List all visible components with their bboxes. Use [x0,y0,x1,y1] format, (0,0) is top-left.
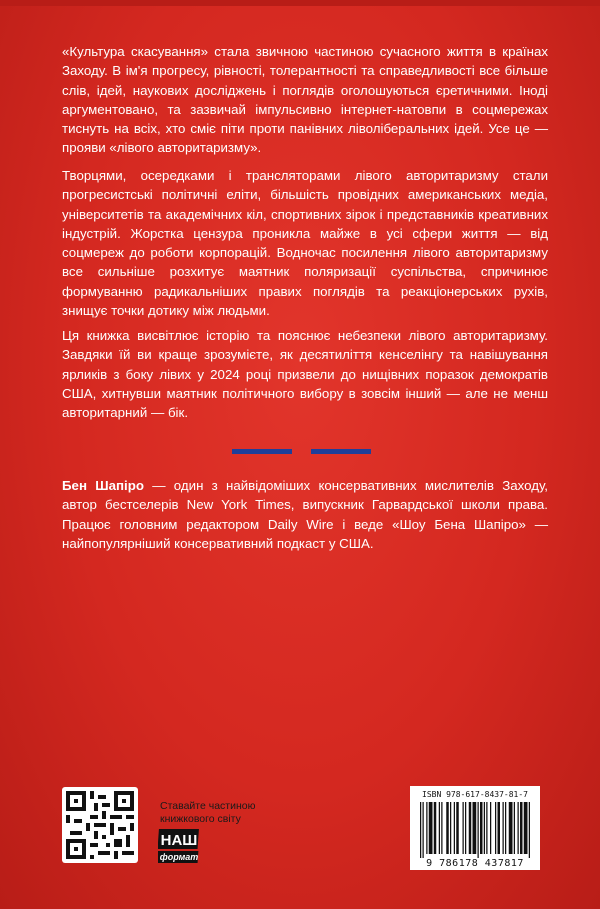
blurb-paragraph-1: «Культура скасування» стала звичною частиною сучасного життя в країнах Заходу. В ім'я прогресу, рівності, толерантності та справедливості все більше слів, ідей, наукових досліджень і поглядів оголошуються єретичними. Іноді аргументовано, та зазвичай імпульсивно інтернет-натовпи в соцмережах тиснуть на всіх, хто сміє піти проти панівних ліволіберальних ідей. Усе це — прояви «лівого авторитаризму». [62,44,548,156]
barcode-bar [456,802,459,854]
barcode-bar [486,802,487,854]
barcode-bar [429,802,433,854]
barcode-bars [418,802,532,858]
barcode-bar [454,802,455,854]
author-name: Бен Шапіро [62,478,144,493]
barcode-bar [469,802,472,854]
blurb-paragraph-3: Ця книжка висвітлює історію та пояснює небезпеки лівого авторитаризму. Завдяки їй ви краще зрозумієте, як десятиліття кенселінгу та навішування ярликів з боку лівих у 2024 році призвели до нищівних поразок демократів США, хитнувши маятник політичного вибору в зовсім інший — але не менш авторитарний — бік. [62,328,548,421]
barcode-bar [490,802,491,854]
barcode-bar [484,802,485,854]
logo-bottom-text: формат [159,852,199,862]
barcode-digits: 9 786178 437817 [426,858,524,869]
barcode-bar [473,802,477,854]
isbn-text: ISBN 978-617-8437-81-7 [422,790,528,799]
barcode-bar [423,802,424,858]
promo-text: Ставайте частиною книжкового світу [160,800,256,825]
barcode-bar [450,802,451,854]
author-bio [62,476,548,553]
barcode-bar [420,802,421,858]
cover-top-edge [0,0,600,6]
barcode-bar [446,802,449,854]
barcode [410,786,540,870]
author-bio-text: — один з найвідоміших консервативних мислителів Заходу, автор бестселерів New York Times, випускник Гарвардської школи права. Працює головним редактором Daily Wire і веде «Шоу Бена Шапіро» — найпопулярніший консервативний подкаст у США. [62,478,548,551]
barcode-bar [505,802,506,854]
barcode-bar [518,802,519,854]
blurb-paragraph-2: Творцями, осередками і трансляторами лівого авторитаризму стали прогресистські політичні еліти, більшість провідних американських медіа, університетів та академічних кіл, спортивних зірок і представників креативних індустрій. Жорстка цензура проникла майже в усі сфери життя — від соцмереж до роботи корпорацій. Водночас посилення лівого авторитаризму все сильніше розхитує маятник поляризації суспільства, спричинює формуванню радикальніших правих поглядів та реакціонерських рухів, знищує точки дотику між людьми. [62,168,548,319]
barcode-bar [426,802,427,854]
barcode-bar [441,802,442,854]
barcode-bar [520,802,523,854]
barcode-bar [509,802,513,854]
divider-dash-right [311,449,371,454]
logo-top-text: НАШ [160,832,198,849]
barcode-bar [503,802,504,854]
barcode-bar [498,802,501,854]
barcode-bar [480,802,483,854]
barcode-bar [529,802,530,858]
section-divider [0,449,600,455]
barcode-bar [514,802,515,854]
barcode-bar [463,802,464,854]
barcode-bar [495,802,496,854]
barcode-bar [465,802,466,854]
barcode-bar [478,802,479,858]
barcode-bar [439,802,440,854]
publisher-logo [158,828,210,866]
barcode-bar [524,802,528,854]
divider-dash-left [232,449,292,454]
barcode-bar [434,802,437,854]
qr-code[interactable] [62,787,138,863]
